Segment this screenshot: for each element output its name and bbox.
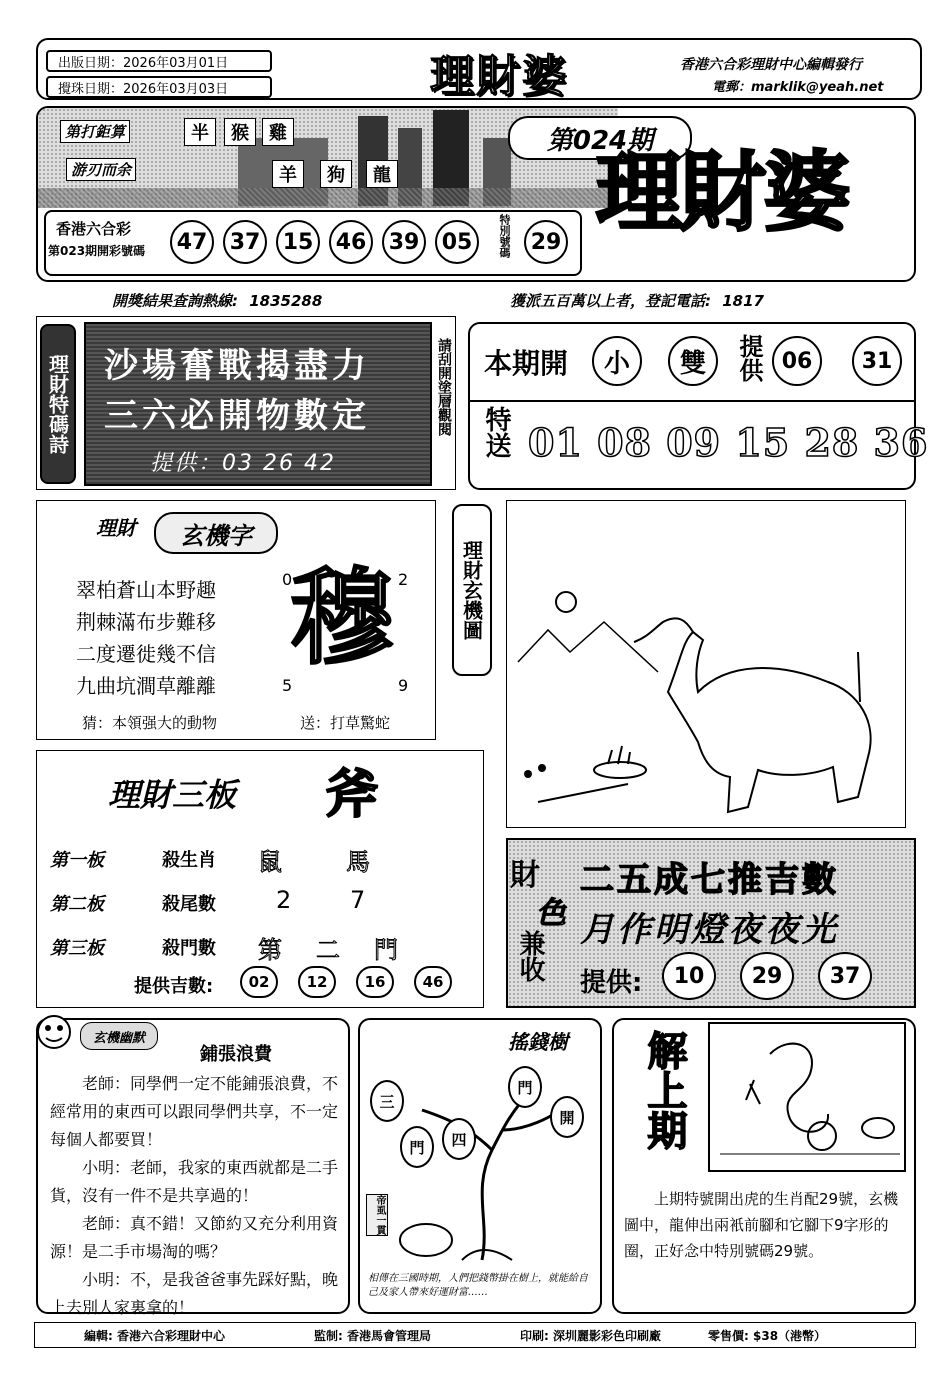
- ring-icon: [808, 1122, 836, 1150]
- publisher-line: 香港六合彩理財中心編輯發行: [680, 57, 862, 73]
- stone-icon: [538, 764, 546, 772]
- query-number: 1835288: [249, 292, 323, 310]
- query-label: 開獎結果查詢熱線:: [112, 292, 238, 310]
- elephant-icon: [668, 632, 871, 812]
- special-divider: [470, 400, 914, 402]
- register-label: 獲派五百萬以上者，登記電話:: [510, 292, 711, 310]
- three-axes-title: 理財三板: [108, 776, 237, 814]
- result-ball: 46: [329, 220, 373, 264]
- poem-line: 沙場奮戰揭盡力: [104, 346, 370, 386]
- poem-provide: 提供：03 26 42: [150, 451, 336, 476]
- guess-text: 猜：本領强大的動物: [82, 714, 218, 732]
- issue-badge: 第024期: [508, 116, 692, 160]
- result-ball: 05: [435, 220, 479, 264]
- humor-body: [50, 1070, 340, 1322]
- axe-row-kind: 殺門數: [162, 938, 216, 959]
- send-text: 送：打草驚蛇: [300, 714, 391, 732]
- axe-row-value: 二: [316, 936, 340, 964]
- humor-paragraph: 小明：老師，我家的東西就都是二手貨，沒有一件不是共享過的！: [50, 1158, 339, 1205]
- lottery-name: 香港六合彩: [56, 220, 132, 238]
- humor-tag: 玄機幽默: [80, 1022, 158, 1050]
- lucky-label: 提供吉數:: [134, 976, 214, 997]
- humor-paragraph: 老師：同學們一定不能鋪張浪費，不經常用的東西可以跟同學們共享，不一定每個人都要買！: [50, 1074, 339, 1149]
- sun-icon: [556, 592, 576, 612]
- corner-number: 2: [398, 570, 409, 589]
- tree-fruit: 四: [442, 1118, 476, 1160]
- tree-base-icon: [462, 1250, 512, 1260]
- result-ball: 37: [223, 220, 267, 264]
- fire-pit-icon: [594, 762, 646, 778]
- corner-number: 5: [282, 676, 293, 695]
- axe-row-kind: 殺生肖: [162, 850, 216, 871]
- lucky-ball: 12: [298, 966, 336, 998]
- publish-date: 2026年03月01日: [123, 55, 229, 71]
- footer-price: [708, 1327, 826, 1344]
- banner-tag: 雞: [262, 118, 294, 146]
- provide-label: 提供: [735, 334, 763, 382]
- editor-value: 香港六合彩理財中心: [117, 1329, 226, 1343]
- stone-icon: [524, 770, 532, 778]
- register-hotline: [510, 290, 764, 311]
- axe-char: 斧: [326, 764, 379, 825]
- this-issue-label: 本期開: [484, 347, 569, 380]
- big-mystic-char: 穆: [290, 556, 395, 679]
- banner-tag: 第打鉅算: [60, 120, 130, 143]
- email-line: [712, 76, 884, 95]
- mystic-word-title: 玄機字: [154, 512, 278, 554]
- tree-fruit: 門: [508, 1066, 542, 1108]
- axe-row-value: 2: [276, 886, 292, 914]
- size-ball: 小: [592, 336, 642, 386]
- publish-date-box: [46, 50, 272, 72]
- money-tree-caption: 相傳在三國時期，人們把錢幣掛在樹上，就能給自己及家人帶來好運財富……: [368, 1273, 588, 1298]
- query-hotline: [112, 290, 322, 311]
- mystic-word-brand: 理財: [96, 516, 136, 540]
- tree-fruit: 開: [550, 1096, 584, 1138]
- axe-row-label: 第三板: [50, 938, 104, 959]
- poem-line: 三六必開物數定: [104, 396, 370, 436]
- dragon-icon: [770, 1044, 828, 1132]
- last-issue-title: 解上期: [641, 1030, 687, 1150]
- tail-icon: [858, 652, 860, 702]
- trunk-icon: [634, 618, 693, 642]
- big-title: 理財婆: [596, 142, 848, 243]
- banner-tag: 游刃而余: [66, 158, 136, 181]
- special-send-label: 特送: [481, 406, 511, 458]
- axe-row-value: 第: [258, 936, 282, 964]
- wealth-line: 月作明燈夜夜光: [580, 910, 839, 950]
- ground-line: [538, 784, 628, 802]
- publish-date-label: 出版日期：: [58, 55, 124, 71]
- axe-row-value: 7: [350, 886, 366, 914]
- mystic-word-line: 九曲坑澗草離離: [76, 674, 216, 698]
- price-value: $38（港幣）: [753, 1329, 827, 1343]
- result-ball: 47: [170, 220, 214, 264]
- wealth-line: 二五成七推吉數: [580, 860, 839, 900]
- supervisor-value: 香港馬會管理局: [347, 1329, 432, 1343]
- wealth-label-2: 色: [536, 896, 566, 931]
- poem-side-label: 理財特碼詩: [40, 324, 76, 484]
- register-number: 1817: [722, 292, 764, 310]
- humor-paragraph: 老師：真不錯！又節約又充分利用資源！是二手市場淘的嗎？: [50, 1214, 339, 1261]
- banner-tag: 狗: [320, 160, 352, 188]
- prev-issue-label: 第023期開彩號碼: [48, 244, 146, 258]
- mystic-word-line: 荆棘滿布步難移: [76, 610, 216, 634]
- money-tree-illustration: [362, 1040, 598, 1270]
- axe-row-value: 門: [374, 936, 398, 964]
- footer-supervisor: [314, 1327, 431, 1344]
- mystic-word-line: 翠柏蒼山本野趣: [76, 578, 216, 602]
- mystic-word-line: 二度遷徙幾不信: [76, 642, 216, 666]
- banner-tag: 龍: [366, 160, 398, 188]
- footer-editor: [84, 1327, 225, 1344]
- footer-printer: [520, 1327, 661, 1344]
- draw-date-box: [46, 76, 272, 98]
- wealth-ball: 37: [818, 952, 872, 1000]
- axe-row-value: 鼠: [258, 848, 282, 876]
- picture-side-label: 理財玄機圖: [452, 504, 492, 676]
- money-tree-tag: 帝虱一貫: [366, 1194, 388, 1236]
- wealth-ball: 10: [662, 952, 716, 1000]
- draw-date-label: 攪珠日期：: [58, 81, 124, 97]
- pig-icon: [400, 1224, 452, 1256]
- special-send-numbers: 01 08 09 15 28 36: [528, 420, 929, 465]
- humor-title: 鋪張浪費: [200, 1044, 272, 1065]
- elephant-illustration: [508, 502, 904, 826]
- special-ball: 29: [524, 220, 568, 264]
- lucky-ball: 16: [356, 966, 394, 998]
- wealth-provide-label: 提供:: [580, 968, 643, 998]
- printer-value: 深圳麗影彩色印刷廠: [553, 1329, 662, 1343]
- provide-ball: 06: [772, 336, 822, 386]
- lucky-ball: 46: [414, 966, 452, 998]
- wealth-ball: 29: [740, 952, 794, 1000]
- lucky-ball: 02: [240, 966, 278, 998]
- header-logo: 理財婆: [430, 51, 568, 102]
- axe-row-label: 第二板: [50, 894, 104, 915]
- banner-tag: 猴: [224, 118, 256, 146]
- mountain-icon: [518, 622, 658, 672]
- corner-number: 0: [282, 570, 293, 589]
- tree-fruit: 三: [370, 1080, 404, 1122]
- wealth-label-1: 財: [510, 858, 540, 893]
- wealth-label-3: 兼收: [515, 930, 545, 982]
- email: marklik@yeah.net: [751, 80, 884, 95]
- result-ball: 39: [382, 220, 426, 264]
- printer-label: 印刷:: [520, 1329, 549, 1343]
- cartoon-face-icon: [30, 1010, 80, 1056]
- turtle-icon: [862, 1118, 894, 1138]
- scratch-note: 請刮開塗層觀閱: [436, 338, 452, 436]
- axe-row-value: 馬: [346, 848, 370, 876]
- supervisor-label: 監制:: [314, 1329, 343, 1343]
- last-issue-text: 上期特號開出虎的生肖配29號，玄機圖中，龍伸出兩衹前腳和它腳下9字形的圈，正好念中特別號碼29號。: [624, 1190, 899, 1260]
- dragon-illustration: [710, 1024, 904, 1170]
- axe-row-kind: 殺尾數: [162, 894, 216, 915]
- money-tree-title: 搖錢樹: [508, 1030, 568, 1054]
- axe-row-label: 第一板: [50, 850, 104, 871]
- corner-number: 9: [398, 676, 409, 695]
- dragon-leg-icon: [746, 1080, 760, 1104]
- special-number-label: 特別號碼: [498, 214, 511, 258]
- banner-tag: 羊: [272, 160, 304, 188]
- tree-fruit: 門: [400, 1126, 434, 1168]
- provide-ball: 31: [852, 336, 902, 386]
- banner-tag: 半: [184, 118, 216, 146]
- email-label: 電郵：: [712, 80, 752, 95]
- result-ball: 15: [276, 220, 320, 264]
- harbour-water: [38, 188, 618, 208]
- editor-label: 編輯:: [84, 1329, 113, 1343]
- price-label: 零售價:: [708, 1329, 749, 1343]
- draw-date: 2026年03月03日: [123, 81, 229, 97]
- parity-ball: 雙: [668, 336, 718, 386]
- humor-paragraph: 小明：不，是我爸爸事先踩好點，晚上去別人家裏拿的！: [50, 1270, 339, 1317]
